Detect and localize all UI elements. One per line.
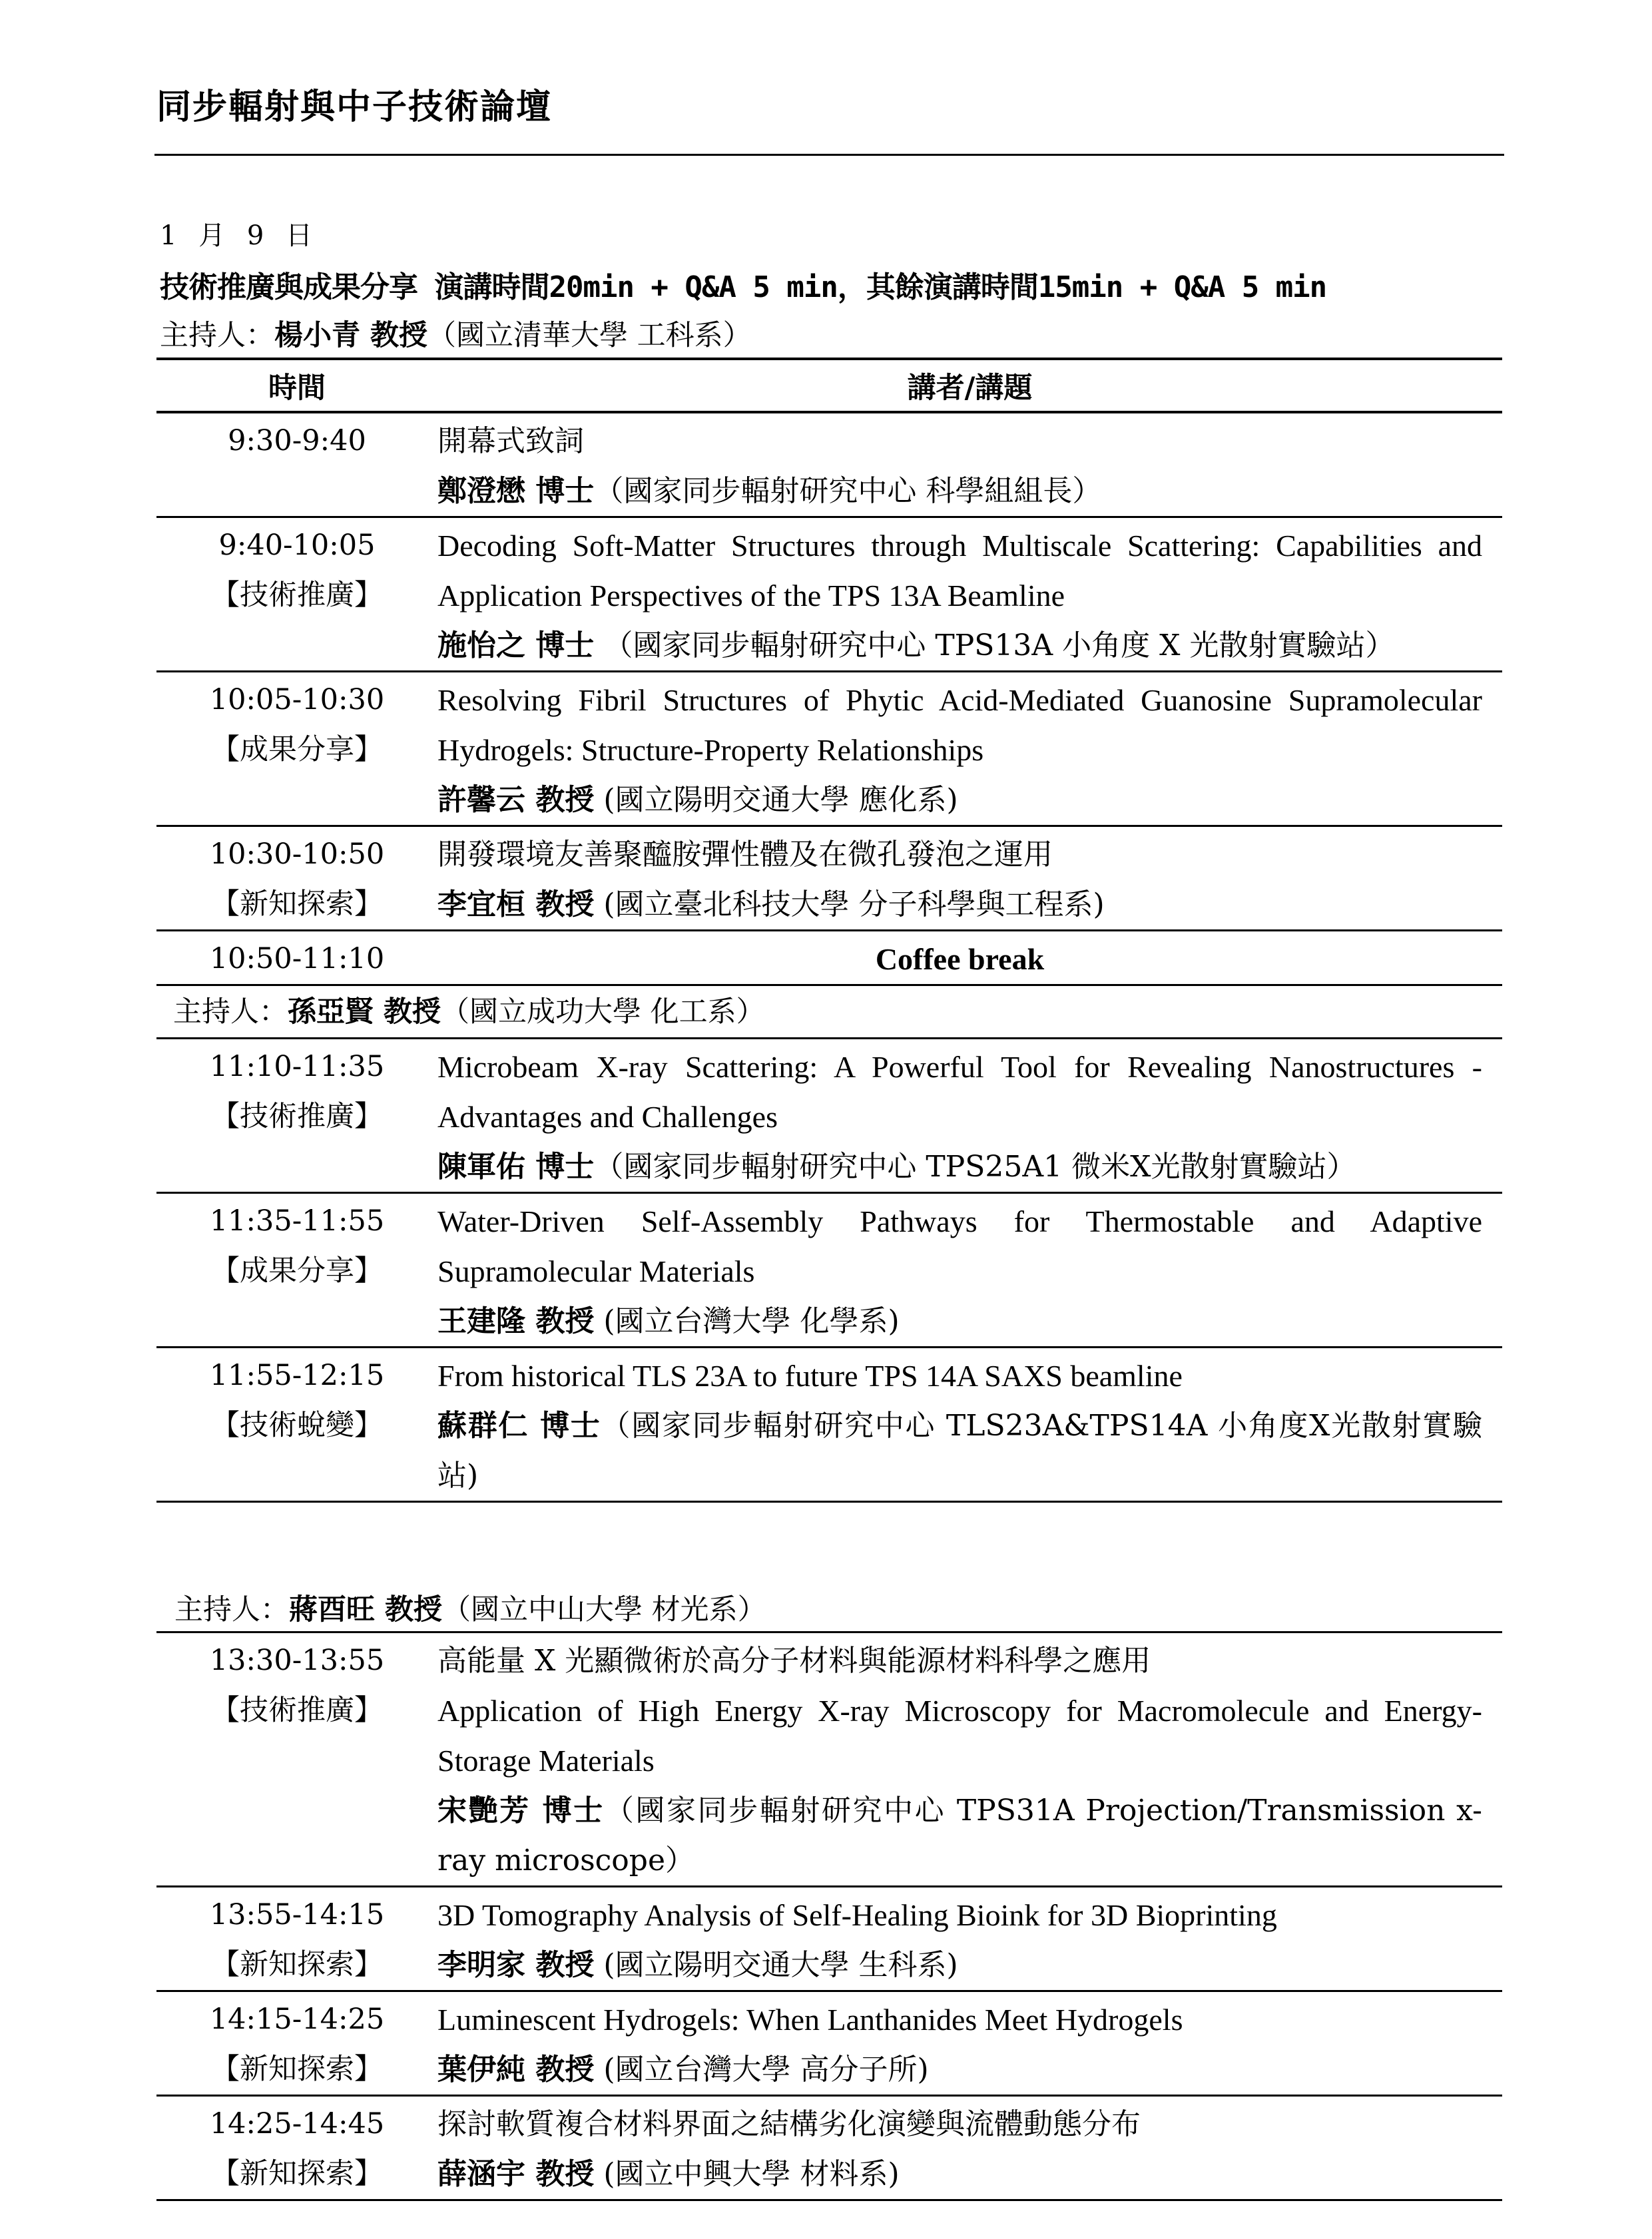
speaker-affiliation: （國家同步輻射研究中心 科學組組長） [594, 474, 1102, 508]
talk-title: 3D Tomography Analysis of Self-Healing Bioink for 3D Bioprinting [437, 1898, 1277, 1932]
speaker-affiliation: (國立台灣大學 化學系) [603, 1304, 900, 1338]
host-prefix: 主持人： [174, 1593, 289, 1626]
talk-category-tag: 【成果分享】 [211, 1254, 383, 1288]
speaker-affiliation: （國家同步輻射研究中心 TPS13A 小角度 X 光散射實驗站） [603, 628, 1395, 662]
speaker-affiliation: (國立中興大學 材料系) [603, 2157, 900, 2191]
talk-category-tag: 【新知探索】 [211, 2157, 383, 2190]
speaker-affiliation: (國立陽明交通大學 生科系) [603, 1948, 958, 1982]
coffee-break-row [156, 931, 1502, 985]
session1-host [160, 313, 752, 354]
title-divider [154, 154, 1504, 156]
talk-category-tag: 【成果分享】 [211, 733, 383, 766]
time-slot: 11:35-11:55 [209, 1204, 385, 1238]
host-affiliation: （國立中山大學 材光系） [441, 1593, 766, 1626]
host-name: 蔣酉旺 教授 [289, 1593, 442, 1626]
host-name: 楊小青 教授 [274, 319, 427, 352]
table-row [156, 672, 1502, 826]
coffee-break-label: Coffee break [875, 942, 1045, 976]
talk-title: 探討軟質複合材料界面之結構劣化演變與流體動態分布 [437, 2107, 1141, 2141]
time-slot: 9:40-10:05 [218, 529, 376, 562]
time-slot: 11:55-12:15 [209, 1359, 385, 1392]
speaker-name: 陳軍佑 博士 [437, 1150, 595, 1184]
talk-category-tag: 【新知探索】 [211, 1948, 383, 1981]
speaker-affiliation: （國家同步輻射研究中心 TPS25A1 微米X光散射實驗站） [594, 1150, 1356, 1184]
table-row [156, 1039, 1502, 1193]
speaker-affiliation: (國立陽明交通大學 應化系) [603, 783, 958, 817]
session-timing-note: 技術推廣與成果分享 演講時間20min + Q&A 5 min，其餘演講時間15min + Q&A 5 min [160, 270, 1327, 304]
talk-title: From historical TLS 23A to future TPS 14A SAXS beamline [437, 1359, 1183, 1393]
table-row [156, 517, 1502, 672]
host-prefix: 主持人： [173, 995, 288, 1029]
table-row [156, 1348, 1502, 1502]
time-slot: 10:05-10:30 [209, 683, 385, 716]
talk-category-tag: 【新知探索】 [211, 2053, 383, 2086]
speaker-affiliation: (國立臺北科技大學 分子科學與工程系) [603, 887, 1105, 921]
speaker-name: 施怡之 博士 [437, 628, 595, 662]
time-slot: 13:30-13:55 [209, 1644, 385, 1677]
talk-title: Resolving Fibril Structures of Phytic Acid-Mediated Guanosine Supramolecular Hydrogels: Structure-Property Relationships [437, 683, 1482, 767]
speaker-name: 李明家 教授 [437, 1948, 595, 1982]
table-row [156, 826, 1502, 931]
talk-category-tag: 【技術推廣】 [211, 1100, 383, 1133]
table-row [156, 1991, 1502, 2096]
talk-title-english: Application of High Energy X-ray Microscopy for Macromolecule and Energy-Storage Materials [437, 1694, 1482, 1778]
talk-title: 開幕式致詞 [437, 424, 584, 458]
talk-category-tag: 【技術蛻變】 [211, 1409, 383, 1442]
table-row [156, 1632, 1502, 1887]
session3-host [174, 1587, 766, 1628]
time-slot: 10:30-10:50 [209, 838, 385, 871]
talk-title: 高能量 X 光顯微術於高分子材料與能源材料科學之應用 [437, 1644, 1151, 1678]
talk-category-tag: 【新知探索】 [211, 887, 383, 921]
speaker-affiliation: （國家同步輻射研究中心 TPS31A Projection/Transmission x-ray microscope） [437, 1794, 1482, 1877]
speaker-name: 鄭澄懋 博士 [437, 474, 595, 508]
talk-title: Microbeam X-ray Scattering: A Powerful Tool for Revealing Nanostructures - Advantages and Challenges [437, 1050, 1482, 1134]
host-name: 孫亞賢 教授 [288, 995, 441, 1029]
talk-category-tag: 【技術推廣】 [211, 579, 383, 612]
table-header [156, 359, 1502, 412]
table-row [156, 1193, 1502, 1348]
time-slot: 11:10-11:35 [209, 1050, 385, 1083]
speaker-name: 蘇群仁 博士 [437, 1409, 601, 1443]
header-time: 時間 [156, 359, 437, 412]
header-topic: 講者/講題 [437, 359, 1502, 412]
date-label: 1 月 9 日 [160, 220, 320, 251]
time-slot: 9:30-9:40 [228, 424, 366, 457]
schedule-table-session1 [156, 358, 1502, 1503]
talk-category-tag: 【技術推廣】 [211, 1694, 383, 1727]
document-title: 同步輻射與中子技術論壇 [156, 87, 553, 127]
table-row [156, 412, 1502, 517]
speaker-name: 薛涵宇 教授 [437, 2157, 595, 2191]
talk-title: Water-Driven Self-Assembly Pathways for Thermostable and Adaptive Supramolecular Materials [437, 1204, 1482, 1288]
speaker-name: 宋艷芳 博士 [437, 1794, 605, 1828]
host-row [156, 985, 1502, 1039]
speaker-affiliation: (國立台灣大學 高分子所) [603, 2053, 929, 2087]
host-affiliation: （國立清華大學 工科系） [427, 319, 752, 352]
time-slot: 10:50-11:10 [209, 942, 385, 975]
time-slot: 14:15-14:25 [209, 2003, 385, 2036]
time-slot: 14:25-14:45 [209, 2107, 385, 2140]
host-prefix: 主持人： [160, 319, 274, 352]
speaker-name: 葉伊純 教授 [437, 2053, 595, 2087]
host-affiliation: （國立成功大學 化工系） [440, 995, 765, 1029]
table-row [156, 1887, 1502, 1991]
talk-title: Luminescent Hydrogels: When Lanthanides Meet Hydrogels [437, 2003, 1183, 2037]
talk-title: Decoding Soft-Matter Structures through Multiscale Scattering: Capabilities and Application Perspectives of the TPS 13A Beamline [437, 529, 1482, 613]
speaker-affiliation: （國家同步輻射研究中心 TLS23A&TPS14A 小角度X光散射實驗站) [437, 1409, 1482, 1493]
talk-title: 開發環境友善聚醯胺彈性體及在微孔發泡之運用 [437, 838, 1053, 871]
speaker-name: 李宜桓 教授 [437, 887, 595, 921]
table-row [156, 2096, 1502, 2200]
speaker-name: 王建隆 教授 [437, 1304, 595, 1338]
time-slot: 13:55-14:15 [209, 1898, 385, 1931]
schedule-table-session3 [156, 1631, 1502, 2201]
speaker-name: 許馨云 教授 [437, 783, 595, 817]
